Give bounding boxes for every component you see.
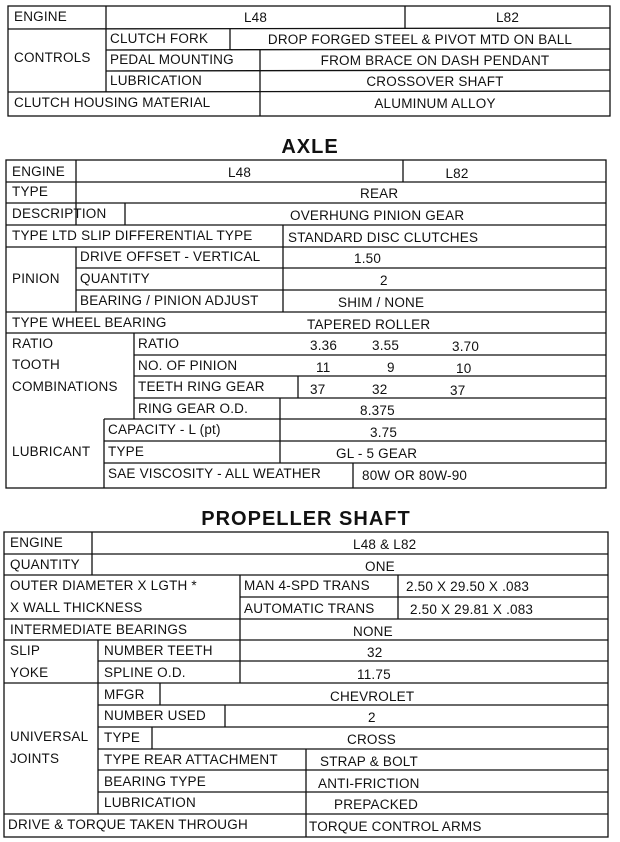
axle-description-value: OVERHUNG PINION GEAR bbox=[290, 208, 465, 223]
clutch-engine-l48: L48 bbox=[243, 10, 268, 25]
prop-od-label-line2: X WALL THICKNESS bbox=[10, 600, 143, 615]
axle-wheel-bearing-label: TYPE WHEEL BEARING bbox=[12, 315, 167, 330]
prop-uj-type-value: CROSS bbox=[347, 732, 397, 747]
axle-ratio-group-line2: TOOTH bbox=[12, 357, 60, 372]
axle-ring-gear-od-label: RING GEAR O.D. bbox=[138, 401, 249, 416]
prop-drive-torque-label: DRIVE & TORQUE TAKEN THROUGH bbox=[8, 817, 248, 832]
prop-rear-attachment-label: TYPE REAR ATTACHMENT bbox=[104, 752, 278, 767]
axle-capacity-label: CAPACITY - L (pt) bbox=[108, 422, 221, 437]
prop-intermediate-label: INTERMEDIATE BEARINGS bbox=[10, 622, 188, 637]
clutch-fork-label: CLUTCH FORK bbox=[110, 31, 209, 46]
prop-slip-yoke-line2: YOKE bbox=[10, 665, 49, 680]
axle-ratio-group-line3: COMBINATIONS bbox=[12, 379, 118, 394]
axle-teeth-ring-gear-label: TEETH RING GEAR bbox=[138, 379, 265, 394]
prop-uj-lubrication-value: PREPACKED bbox=[334, 797, 419, 812]
clutch-controls-label: CONTROLS bbox=[14, 50, 91, 65]
axle-quantity-value: 2 bbox=[380, 273, 388, 288]
clutch-lube-value: CROSSOVER SHAFT bbox=[366, 74, 504, 89]
axle-ring-gear-od-value: 8.375 bbox=[360, 403, 395, 418]
prop-intermediate-value: NONE bbox=[353, 624, 393, 639]
axle-heading: AXLE bbox=[281, 136, 339, 158]
axle-no-pinion-value-1: 11 bbox=[316, 360, 331, 375]
prop-number-teeth-label: NUMBER TEETH bbox=[104, 643, 213, 658]
clutch-housing-value: ALUMINUM ALLOY bbox=[374, 96, 496, 111]
prop-drive-torque-value: TORQUE CONTROL ARMS bbox=[309, 819, 482, 834]
prop-auto-trans-value: 2.50 X 29.81 X .083 bbox=[410, 602, 534, 617]
prop-engine-value: L48 & L82 bbox=[353, 537, 417, 552]
prop-mfgr-label: MFGR bbox=[104, 687, 145, 702]
clutch-engine-l82: L82 bbox=[495, 10, 520, 25]
axle-drive-offset-value: 1.50 bbox=[354, 251, 382, 266]
axle-no-pinion-value-2: 9 bbox=[387, 360, 395, 375]
axle-teeth-value-1: 37 bbox=[310, 382, 326, 397]
axle-lube-type-label: TYPE bbox=[108, 444, 145, 459]
prop-uj-lubrication-label: LUBRICATION bbox=[104, 795, 196, 810]
prop-mfgr-value: CHEVROLET bbox=[330, 689, 415, 704]
axle-ratio-value-1: 3.36 bbox=[310, 338, 338, 353]
prop-universal-joints-line1: UNIVERSAL bbox=[10, 729, 89, 744]
axle-wheel-bearing-value: TAPERED ROLLER bbox=[307, 317, 431, 332]
axle-ratio-value-3: 3.70 bbox=[452, 339, 480, 354]
clutch-fork-value: DROP FORGED STEEL & PIVOT MTD ON BALL bbox=[267, 32, 573, 47]
axle-ratio-label: RATIO bbox=[138, 336, 180, 351]
prop-number-used-value: 2 bbox=[368, 710, 376, 725]
prop-slip-yoke-line1: SLIP bbox=[10, 643, 41, 658]
axle-engine-label: ENGINE bbox=[12, 164, 65, 179]
prop-auto-trans-label: AUTOMATIC TRANS bbox=[244, 601, 375, 616]
axle-teeth-value-2: 32 bbox=[372, 382, 388, 397]
axle-description-label: DESCRIPTION bbox=[12, 206, 107, 221]
axle-teeth-value-3: 37 bbox=[450, 383, 466, 398]
axle-no-pinion-value-3: 10 bbox=[456, 361, 472, 376]
prop-bearing-type-value: ANTI-FRICTION bbox=[318, 776, 420, 791]
prop-number-used-label: NUMBER USED bbox=[104, 708, 206, 723]
axle-quantity-label: QUANTITY bbox=[80, 271, 150, 286]
prop-quantity-label: QUANTITY bbox=[10, 557, 80, 572]
axle-lubricant-label: LUBRICANT bbox=[12, 444, 91, 459]
axle-ratio-group-line1: RATIO bbox=[12, 336, 54, 351]
propeller-shaft-heading: PROPELLER SHAFT bbox=[201, 508, 411, 530]
axle-type-label: TYPE bbox=[12, 184, 49, 199]
prop-spline-od-label: SPLINE O.D. bbox=[104, 665, 186, 680]
axle-engine-l82: L82 bbox=[445, 166, 469, 181]
prop-rear-attachment-value: STRAP & BOLT bbox=[320, 754, 418, 769]
prop-universal-joints-line2: JOINTS bbox=[10, 751, 60, 766]
prop-man-trans-label: MAN 4-SPD TRANS bbox=[244, 578, 370, 593]
axle-bearing-label: BEARING / PINION ADJUST bbox=[80, 293, 259, 308]
prop-quantity-value: ONE bbox=[365, 559, 395, 574]
axle-drive-offset-label: DRIVE OFFSET - VERTICAL bbox=[80, 249, 261, 264]
prop-bearing-type-label: BEARING TYPE bbox=[104, 774, 206, 789]
axle-ltd-slip-value: STANDARD DISC CLUTCHES bbox=[288, 230, 479, 245]
axle-no-pinion-label: NO. OF PINION bbox=[138, 358, 238, 373]
axle-ltd-slip-label: TYPE LTD SLIP DIFFERENTIAL TYPE bbox=[12, 228, 253, 243]
prop-uj-type-label: TYPE bbox=[104, 730, 141, 745]
axle-sae-label: SAE VISCOSITY - ALL WEATHER bbox=[108, 466, 321, 481]
axle-ratio-value-2: 3.55 bbox=[372, 338, 400, 353]
clutch-lube-label: LUBRICATION bbox=[110, 73, 202, 88]
prop-od-label-line1: OUTER DIAMETER X LGTH * bbox=[10, 578, 197, 593]
prop-spline-od-value: 11.75 bbox=[357, 667, 391, 682]
axle-bearing-value: SHIM / NONE bbox=[338, 295, 425, 310]
axle-capacity-value: 3.75 bbox=[370, 425, 398, 440]
prop-man-trans-value: 2.50 X 29.50 X .083 bbox=[406, 579, 530, 594]
clutch-engine-label: ENGINE bbox=[14, 9, 67, 24]
axle-sae-value: 80W OR 80W-90 bbox=[362, 468, 468, 483]
clutch-pedal-value: FROM BRACE ON DASH PENDANT bbox=[320, 53, 550, 68]
prop-number-teeth-value: 32 bbox=[367, 645, 383, 660]
clutch-pedal-label: PEDAL MOUNTING bbox=[110, 52, 234, 67]
axle-pinion-label: PINION bbox=[12, 271, 60, 286]
axle-lube-type-value: GL - 5 GEAR bbox=[336, 446, 418, 461]
axle-type-value: REAR bbox=[360, 186, 399, 201]
prop-engine-label: ENGINE bbox=[10, 535, 63, 550]
clutch-housing-label: CLUTCH HOUSING MATERIAL bbox=[14, 95, 211, 110]
axle-engine-l48: L48 bbox=[227, 165, 252, 180]
